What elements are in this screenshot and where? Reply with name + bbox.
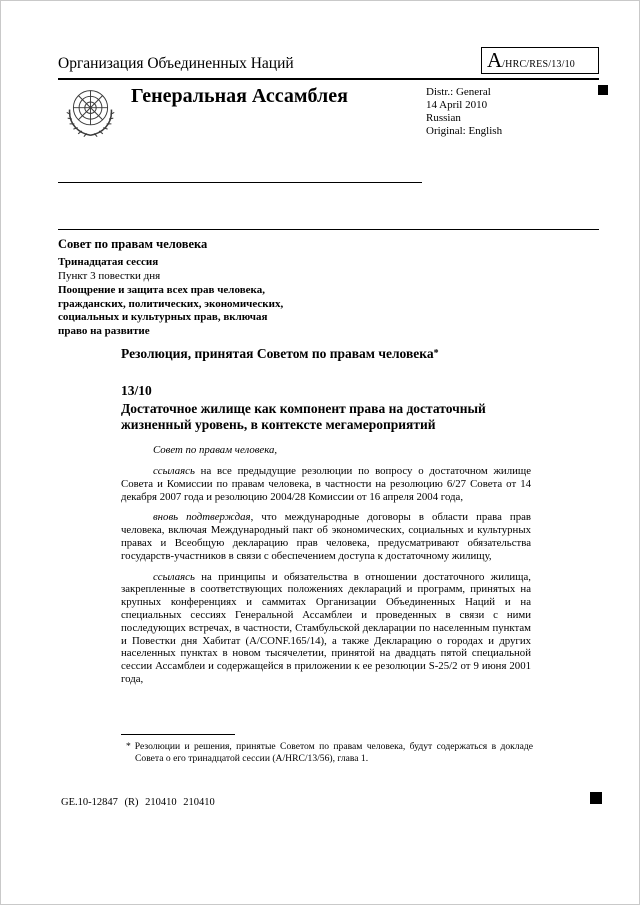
original-language-line: Original: English (426, 125, 503, 137)
footnote (121, 741, 533, 765)
footnote-marker: * (433, 348, 439, 359)
document-reference-footer: GE.10-12847 (R) 210410 210410 (61, 797, 215, 808)
un-emblem-icon (62, 83, 119, 140)
footnote-text: Резолюции и решения, принятые Советом по правам человека, будут содержаться в докладе Совета о его тринадцатой сессии (A/HRC/13/56), глава 1. (134, 741, 533, 764)
header-rule-low (58, 229, 599, 230)
resolution-paragraph (121, 571, 531, 686)
session-number: Тринадцатая сессия (58, 256, 159, 268)
paragraph-lead: вновь подтверждая (153, 511, 251, 524)
page-corner-marker-bottom (590, 792, 602, 804)
resolution-paragraph (121, 465, 531, 503)
document-symbol-rest: /HRC/RES/13/10 (502, 59, 575, 70)
org-name: Организация Объединенных Наций (58, 55, 294, 72)
distr-line: Distr.: General (426, 86, 491, 98)
resolution-subtitle: Достаточное жилище как компонент права на достаточный жизненный уровень, в контексте мегамероприятий (121, 401, 486, 432)
header-rule-thick (58, 78, 599, 80)
document-symbol-box (481, 47, 599, 74)
footnote-star: * (126, 741, 131, 752)
language-line: Russian (426, 112, 461, 124)
footnote-area (121, 734, 533, 765)
paragraph-lead: ссылаясь (153, 465, 195, 477)
footnote-rule (121, 734, 235, 735)
session-block (58, 237, 313, 338)
paragraph-text: на принципы и обязательства в отношении достаточного жилища, закрепленные в соответствующих положениях деклараций и программ, принятых на крупных конференциях и саммитах Организации Объединенных Наций и на специальных сессиях Генеральной Ассамблеи и проведенных в связи с ними последующих встречах, в частности, Стамбульской декларации по населенным пунктам и Повестки дня Хабитат (A/CONF.165/14), а также Декларацию о городах и других населенных пунктах в новом тысячелетии, принятой на двадцать пятой специальной сессии Ассамблеи и содержащейся в приложении к ее резолюции S-25/2 от 9 июня 2001 года, (121, 570, 531, 685)
resolution-paragraph (121, 511, 531, 562)
resolution-title (121, 346, 531, 362)
paragraph-text: на все предыдущие резолюции по вопросу о достаточном жилище Совета и Комиссии по правам человека, в частности на резолюцию 6/27 Совета от 14 декабря 2007 года и резолюцию 2004/28 Комиссии от 16 апреля 2004 года, (121, 465, 531, 503)
agenda-title: Поощрение и защита всех прав человека, гражданских, политических, экономических, социальных и культурных прав, включая право на развитие (58, 284, 284, 337)
opening-phrase: Совет по правам человека, (153, 444, 278, 456)
resolution-number: 13/10 (121, 383, 152, 398)
document-symbol-letter: A (487, 48, 503, 72)
paragraph-lead: ссылаясь (153, 570, 195, 583)
date-line: 14 April 2010 (426, 99, 488, 111)
page-corner-marker-top (598, 85, 608, 95)
council-name: Совет по правам человека (58, 237, 208, 251)
paragraph-text: , что международные договоры в области права прав человека, включая Международный пакт об экономических, социальных и культурных правах и Всеобщую декларацию прав человека, предусматривают обязательства государств-участников в связи с обеспечением доступа к достаточному жилищу, (121, 511, 531, 562)
resolution-title-text: Резолюция, принятая Советом по правам человека (121, 346, 434, 361)
resolution-body (121, 346, 531, 694)
distribution-block (426, 86, 502, 138)
agenda-item: Пункт 3 повестки дня (58, 270, 161, 282)
header-rule-mid (58, 182, 422, 183)
assembly-title: Генеральная Ассамблея (131, 85, 348, 107)
